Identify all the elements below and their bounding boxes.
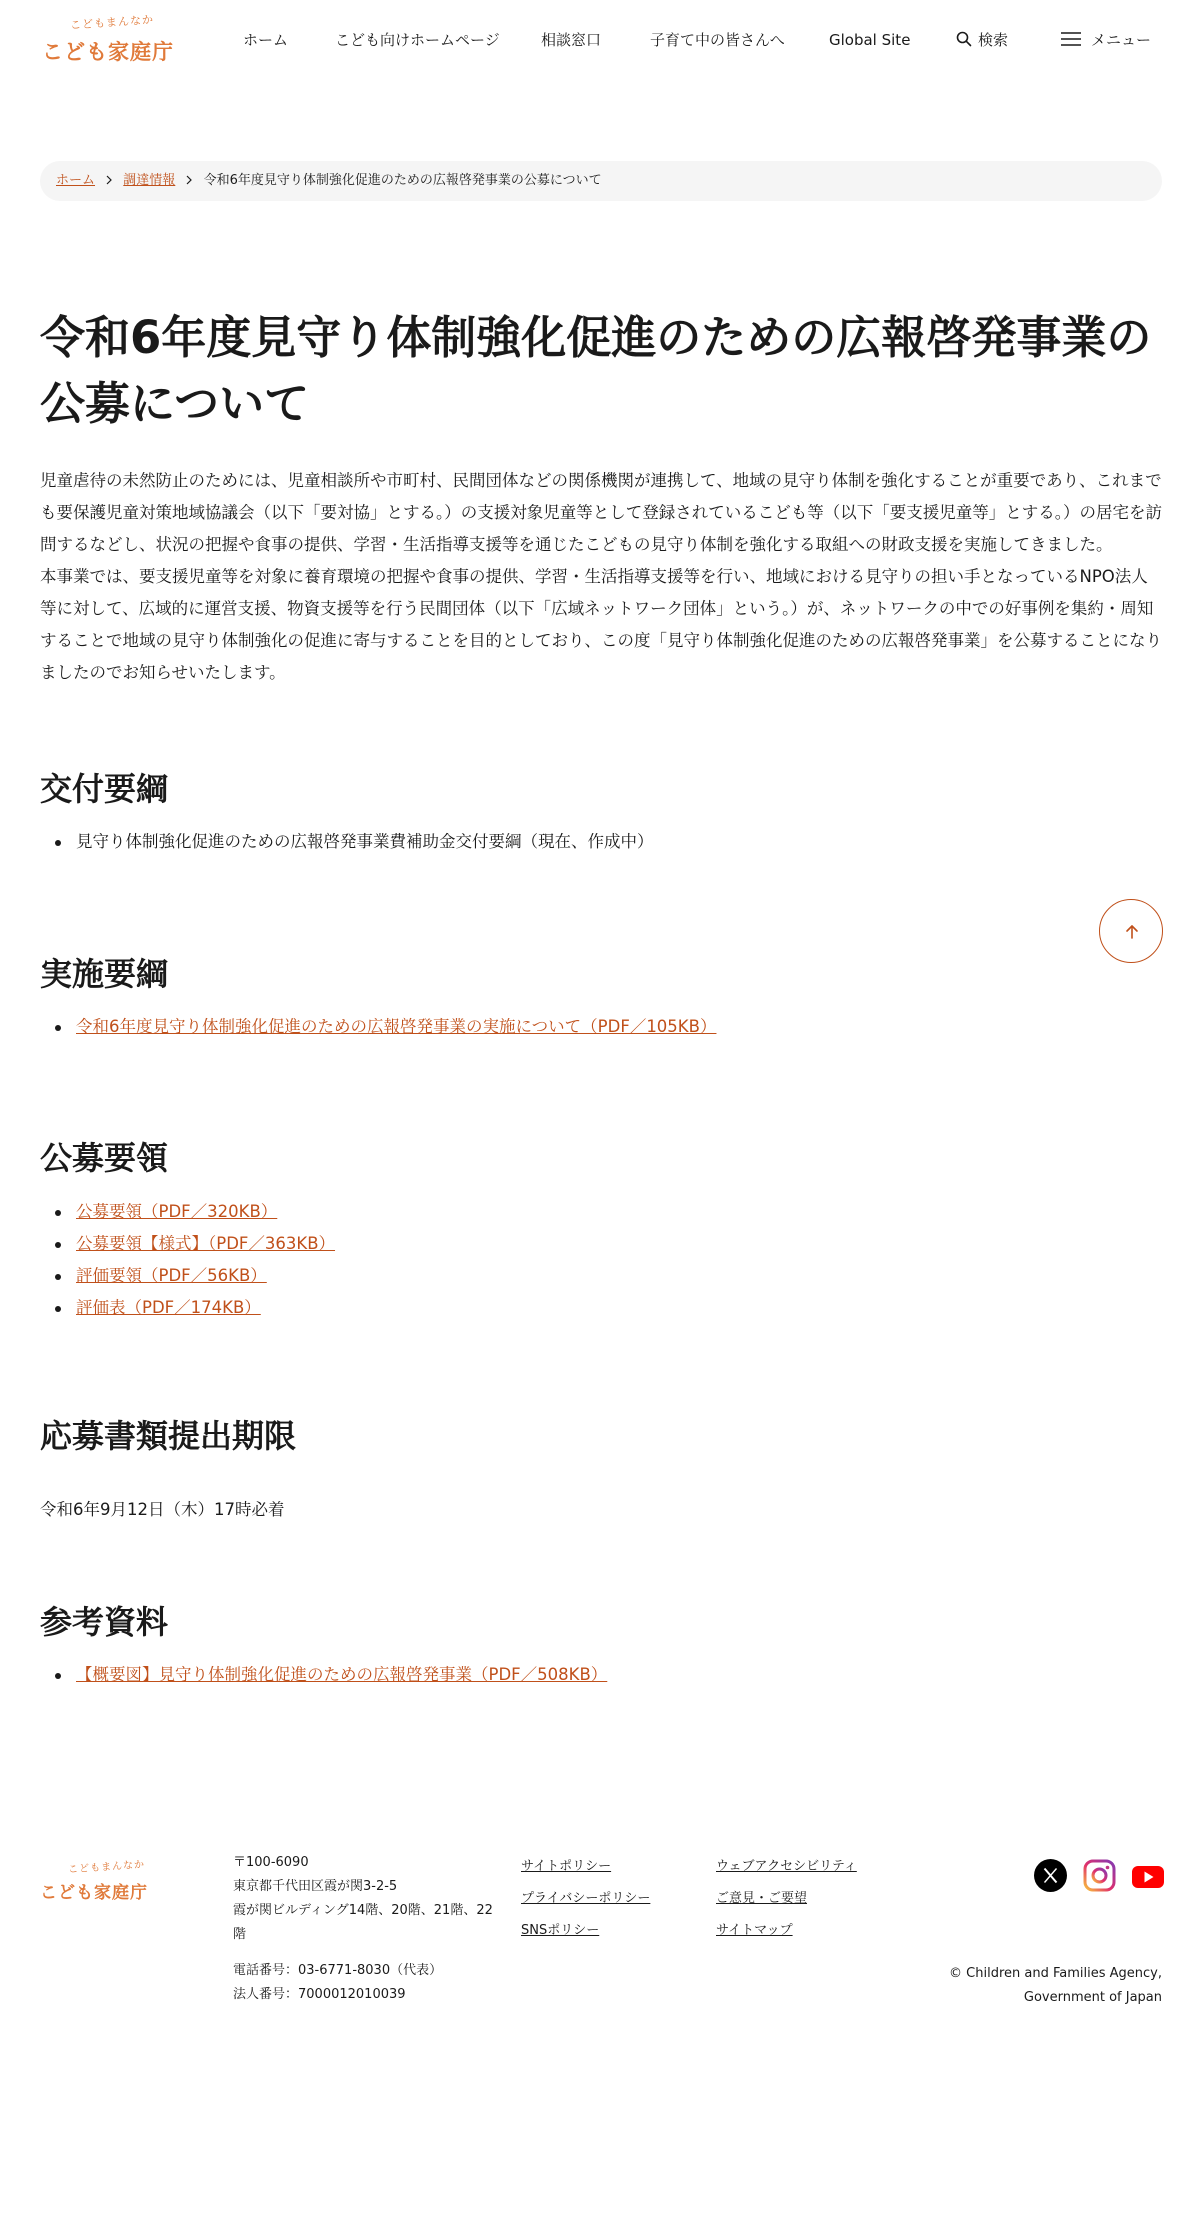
footer-link-feedback[interactable]: ご意見・ご要望	[716, 1891, 808, 1906]
global-nav	[0, 28, 1200, 52]
address-line-2: 霞が関ビルディング14階、20階、21階、22階	[233, 1903, 493, 1942]
breadcrumb-home[interactable]: ホーム	[56, 173, 96, 188]
breadcrumb	[40, 161, 1162, 201]
page-title: 令和6年度見守り体制強化促進のための広報啓発事業の公募について	[40, 311, 1152, 430]
logo-wordmark: こども家庭庁	[42, 40, 174, 64]
nav-parents[interactable]: 子育て中の皆さんへ	[650, 31, 785, 49]
site-header	[0, 0, 1200, 80]
footer-link-privacy-policy[interactable]: プライバシーポリシー	[521, 1891, 651, 1906]
nav-search-label: 検索	[978, 31, 1009, 49]
logo-tagline: こどもまんなか	[67, 1859, 146, 1876]
footer-logo[interactable]	[40, 1858, 170, 1908]
youtube-link[interactable]	[1130, 1859, 1166, 1892]
youtube-icon	[1130, 1859, 1166, 1892]
copyright	[882, 1962, 1162, 2010]
list-item	[40, 1260, 1160, 1292]
footer-link-sns-policy[interactable]: SNSポリシー	[521, 1923, 600, 1938]
references-list	[40, 1659, 1160, 1691]
list-item	[40, 1659, 1160, 1691]
guidelines-pdf-link[interactable]: 公募要領（PDF／320KB）	[76, 1202, 278, 1221]
implementation-pdf-link[interactable]: 令和6年度見守り体制強化促進のための広報啓発事業の実施について（PDF／105KB）	[76, 1017, 717, 1036]
section-heading-grant-guidelines: 交付要綱	[40, 770, 169, 808]
address-line-1: 東京都千代田区霞が関3-2-5	[233, 1879, 398, 1894]
corporate-number: 法人番号：7000012010039	[233, 1987, 406, 2002]
copyright-line-1: © Children and Families Agency,	[949, 1966, 1162, 1981]
intro-text	[40, 465, 1164, 689]
arrow-up-icon	[1123, 923, 1141, 941]
chevron-right-icon	[185, 175, 193, 185]
list-item	[40, 1196, 1160, 1228]
nav-menu-button[interactable]	[1061, 28, 1151, 52]
footer-link-accessibility[interactable]: ウェブアクセシビリティ	[716, 1859, 857, 1874]
breadcrumb-procurement[interactable]: 調達情報	[123, 173, 176, 188]
intro-paragraph-1: 児童虐待の未然防止のためには、児童相談所や市町村、民間団体などの関係機関が連携して、地域の見守り体制を強化することが重要であり、これまでも要保護児童対策地域協議会（以下「要対協」とする。）の支援対象児童等として登録されているこども等（以下「要支援児童等」とする。）の居宅を訪問するなどし、状況の把握や食事の提供、学習・生活指導支援等を通じたこどもの見守り体制を強化する取組への財政支援を実施してきました。	[40, 471, 1162, 554]
copyright-line-2: Government of Japan	[1023, 1990, 1162, 2005]
intro-paragraph-2: 本事業では、要支援児童等を対象に養育環境の把握や食事の提供、学習・生活指導支援等を行い、地域における見守りの担い手となっているNPO法人等に対して、広域的に運営支援、物資支援等を行う民間団体（以下「広域ネットワーク団体」という。）が、ネットワークの中での好事例を集約・周知することで地域の見守り体制強化の促進に寄与することを目的としており、この度「見守り体制強化促進のための広報啓発事業」を公募することになりましたのでお知らせいたします。	[40, 567, 1162, 682]
x-icon	[1034, 1859, 1067, 1892]
postal-code: 〒100-6090	[233, 1855, 309, 1870]
evaluation-sheet-pdf-link[interactable]: 評価表（PDF／174KB）	[76, 1298, 261, 1317]
footer-links-col-2	[716, 1851, 857, 1947]
logo-tagline: こどもまんなか	[69, 13, 155, 32]
nav-menu-label: メニュー	[1091, 31, 1152, 49]
deadline-text: 令和6年9月12日（木）17時必着	[40, 1500, 285, 1519]
list-item	[40, 1011, 1160, 1043]
x-link[interactable]	[1034, 1859, 1067, 1892]
instagram-icon	[1083, 1859, 1116, 1892]
nav-search-button[interactable]	[956, 28, 1008, 52]
list-item	[40, 1228, 1160, 1260]
phone-number: 電話番号：03-6771-8030（代表）	[233, 1963, 443, 1978]
nav-kids-page[interactable]: こども向けホームページ	[335, 31, 500, 49]
section-heading-deadline: 応募書類提出期限	[40, 1417, 297, 1455]
guidelines-forms-pdf-link[interactable]: 公募要領【様式】（PDF／363KB）	[76, 1234, 336, 1253]
breadcrumb-current: 令和6年度見守り体制強化促進のための広報啓発事業の公募について	[203, 173, 602, 188]
search-icon	[956, 31, 972, 47]
evaluation-guidelines-pdf-link[interactable]: 評価要領（PDF／56KB）	[76, 1266, 267, 1285]
back-to-top-button[interactable]	[1099, 899, 1163, 963]
hamburger-icon	[1061, 32, 1081, 46]
nav-consult[interactable]: 相談窓口	[541, 31, 602, 49]
chevron-right-icon	[105, 175, 113, 185]
list-item	[40, 1292, 1160, 1324]
footer-links-col-1	[521, 1851, 650, 1947]
footer-link-site-policy[interactable]: サイトポリシー	[521, 1859, 612, 1874]
footer-link-sitemap[interactable]: サイトマップ	[716, 1923, 793, 1938]
section-heading-application-guidelines: 公募要領	[40, 1139, 169, 1177]
overview-pdf-link[interactable]: 【概要図】見守り体制強化促進のための広報啓発事業（PDF／508KB）	[76, 1665, 608, 1684]
implementation-list	[40, 1011, 1160, 1043]
section-heading-references: 参考資料	[40, 1603, 169, 1641]
footer-address	[233, 1851, 493, 2007]
logo-wordmark: こども家庭庁	[40, 1883, 148, 1903]
nav-home[interactable]: ホーム	[243, 31, 289, 49]
application-guidelines-list	[40, 1196, 1160, 1324]
instagram-link[interactable]	[1083, 1859, 1116, 1892]
grant-guidelines-list	[40, 826, 1160, 858]
section-heading-implementation: 実施要綱	[40, 955, 169, 993]
list-item: 見守り体制強化促進のための広報啓発事業費補助金交付要綱（現在、作成中）	[40, 826, 1160, 858]
nav-global-site[interactable]: Global Site	[829, 31, 911, 49]
